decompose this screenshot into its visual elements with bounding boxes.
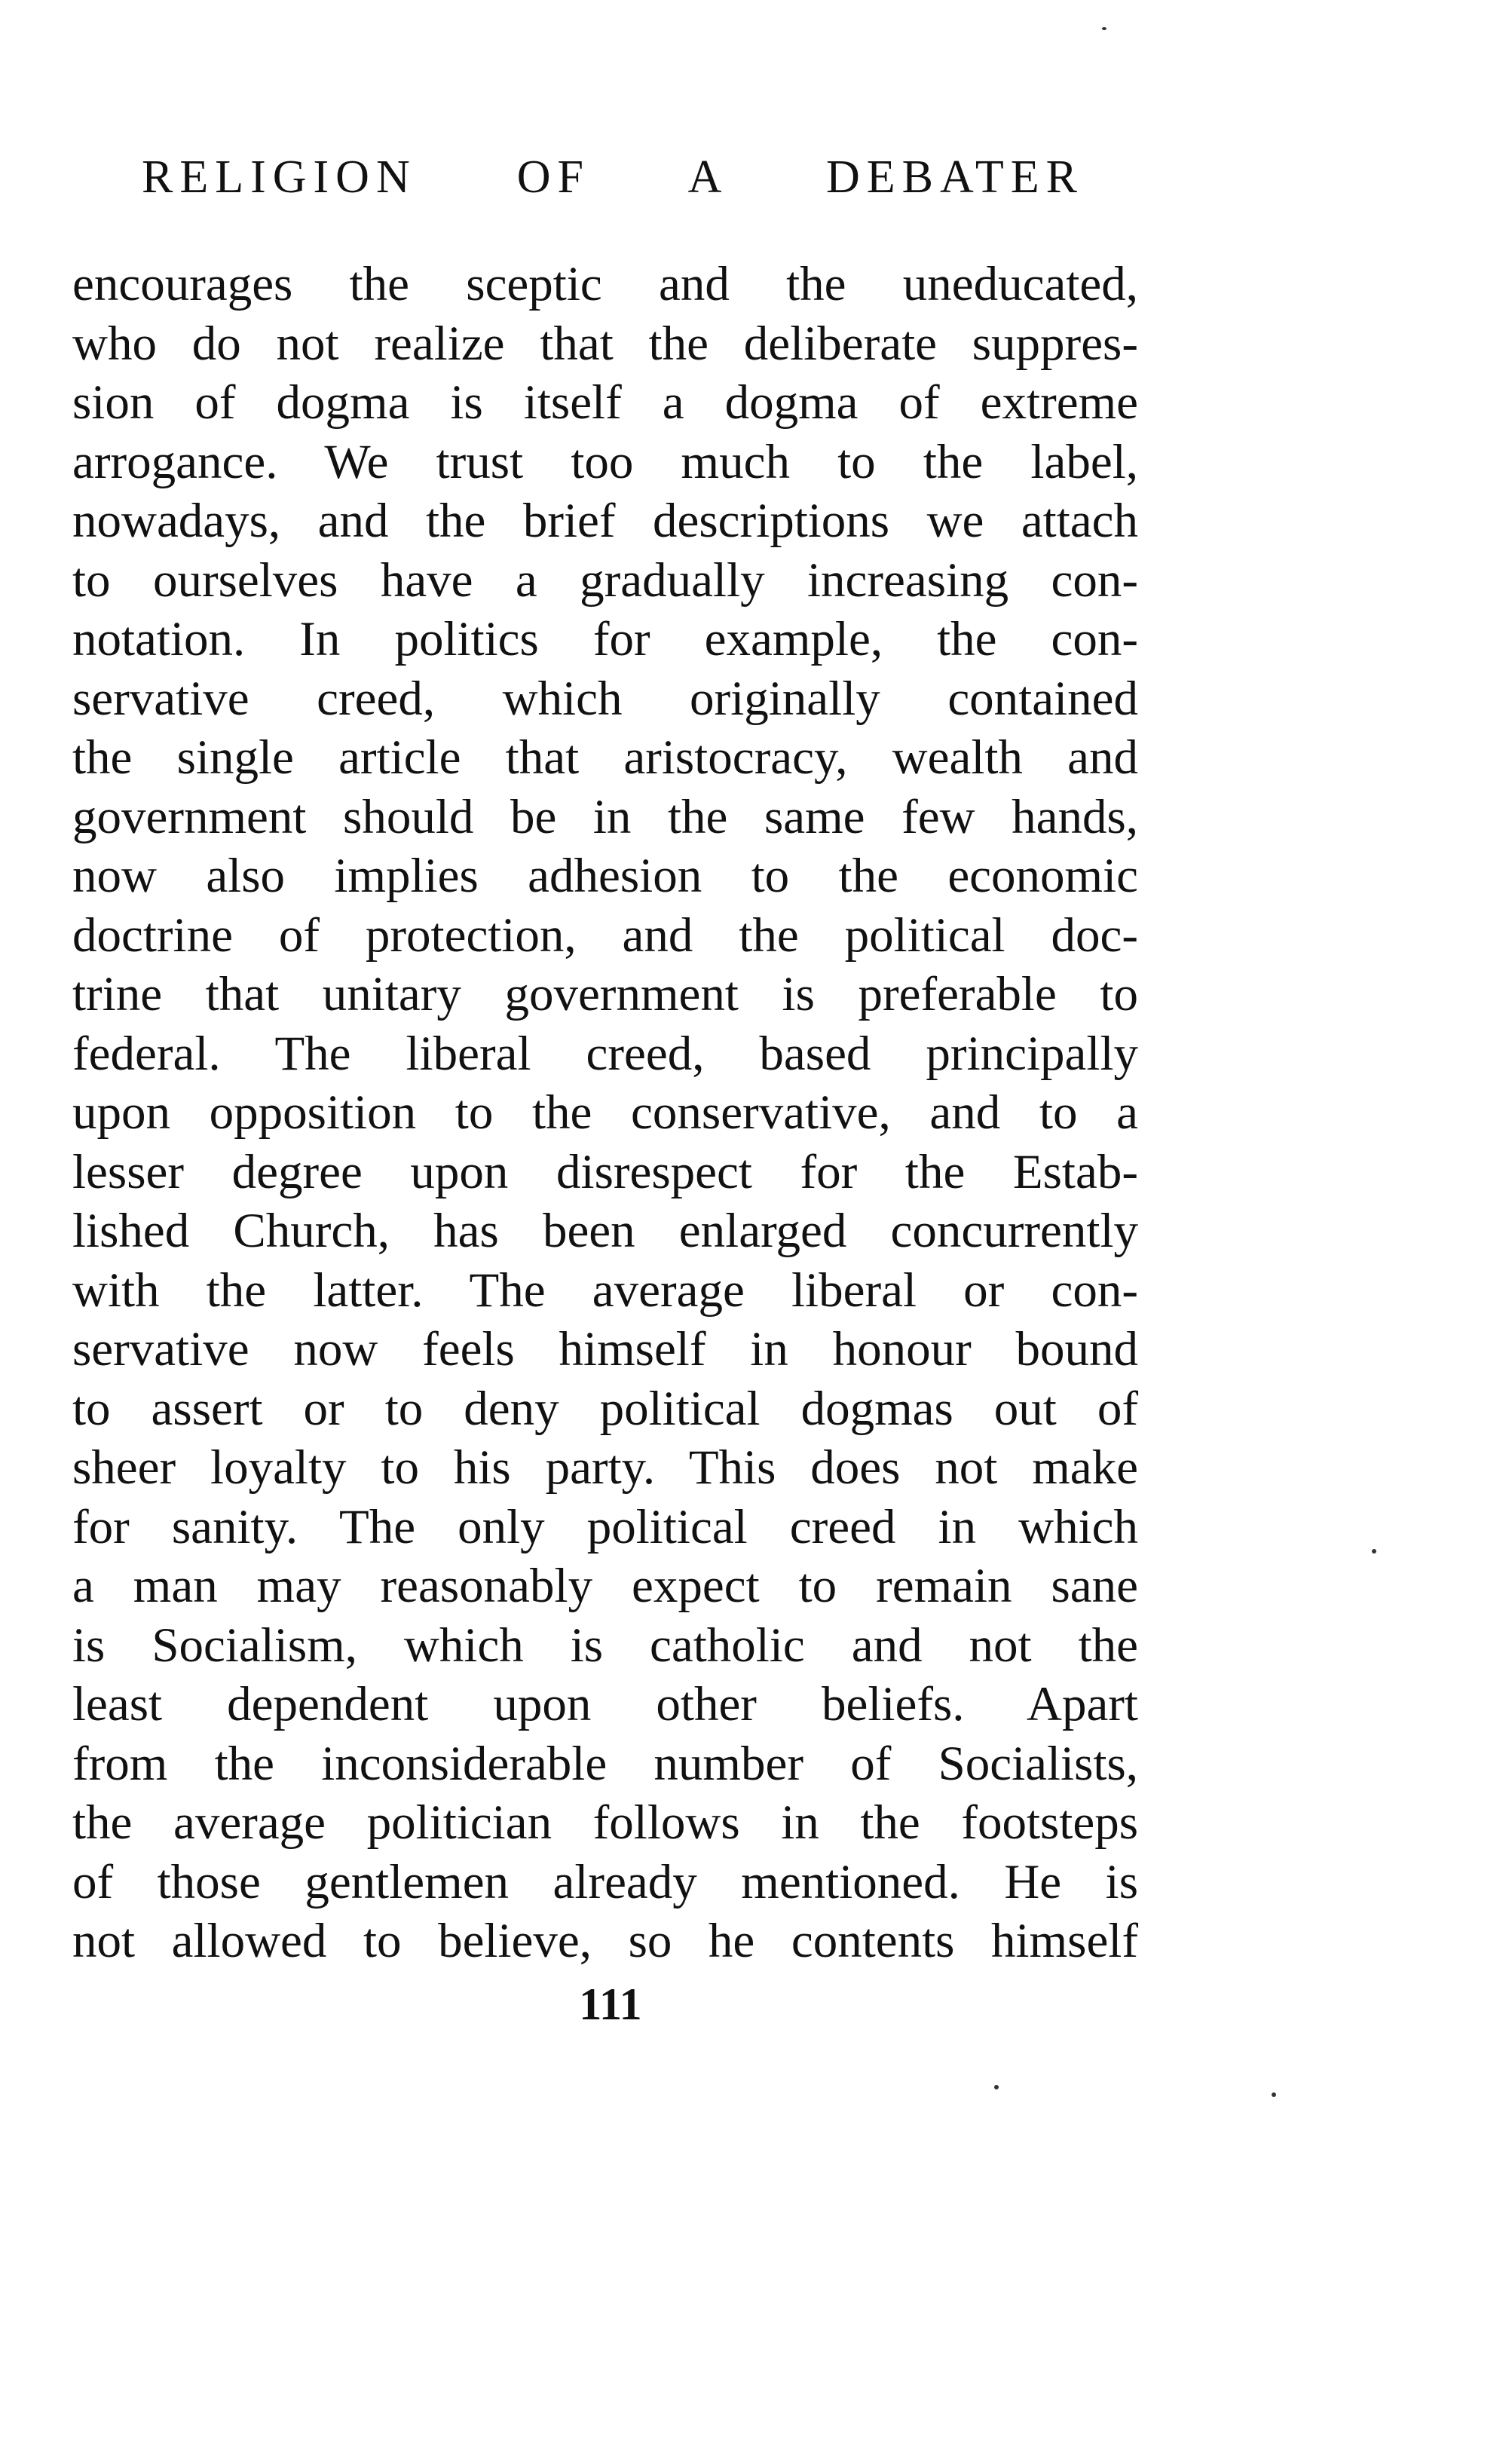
- text-line: now also implies adhesion to the economic: [72, 849, 1138, 903]
- scan-speck: [1102, 27, 1106, 30]
- text-line: is Socialism, which is catholic and not the: [72, 1618, 1138, 1673]
- scan-speck: [1372, 1549, 1376, 1554]
- text-line: to ourselves have a gradually increasing con-: [72, 553, 1138, 608]
- text-line: servative now feels himself in honour bound: [72, 1322, 1138, 1376]
- body-text: [72, 255, 1138, 1971]
- text-line: government should be in the same few hands,: [72, 789, 1138, 844]
- text-line: for sanity. The only political creed in which: [72, 1499, 1138, 1554]
- text-line: upon opposition to the conservative, and to a: [72, 1085, 1138, 1140]
- text-line: the single article that aristocracy, wealth and: [72, 730, 1138, 785]
- text-line: to assert or to deny political dogmas out of: [72, 1381, 1138, 1436]
- text-line: lished Church, has been enlarged concurrently: [72, 1204, 1138, 1258]
- text-line: a man may reasonably expect to remain sane: [72, 1559, 1138, 1613]
- text-line: notation. In politics for example, the con-: [72, 612, 1138, 666]
- text-line: servative creed, which originally contained: [72, 671, 1138, 726]
- text-line: sheer loyalty to his party. This does not make: [72, 1440, 1138, 1495]
- text-line: doctrine of protection, and the political doc-: [72, 908, 1138, 963]
- text-line: trine that unitary government is preferable to: [72, 967, 1138, 1021]
- running-head: RELIGION OF A DEBATER: [142, 152, 1084, 203]
- text-line: with the latter. The average liberal or con-: [72, 1263, 1138, 1318]
- text-line: the average politician follows in the footsteps: [72, 1795, 1138, 1850]
- text-line: from the inconsiderable number of Socialists,: [72, 1736, 1138, 1791]
- text-line: least dependent upon other beliefs. Apart: [72, 1677, 1138, 1731]
- scan-speck: [1272, 2092, 1276, 2097]
- text-line: not allowed to believe, so he contents himself: [72, 1914, 1138, 1968]
- text-line: arrogance. We trust too much to the label,: [72, 434, 1138, 489]
- text-line: sion of dogma is itself a dogma of extreme: [72, 375, 1138, 430]
- page-number: 111: [579, 1979, 642, 2029]
- text-line: nowadays, and the brief descriptions we attach: [72, 494, 1138, 548]
- text-line: federal. The liberal creed, based principally: [72, 1026, 1138, 1081]
- scan-speck: [994, 2085, 999, 2089]
- text-line: of those gentlemen already mentioned. He is: [72, 1854, 1138, 1909]
- text-line: who do not realize that the deliberate suppres-: [72, 316, 1138, 371]
- text-line: encourages the sceptic and the uneducated,: [72, 257, 1138, 311]
- text-line: lesser degree upon disrespect for the Estab-: [72, 1144, 1138, 1199]
